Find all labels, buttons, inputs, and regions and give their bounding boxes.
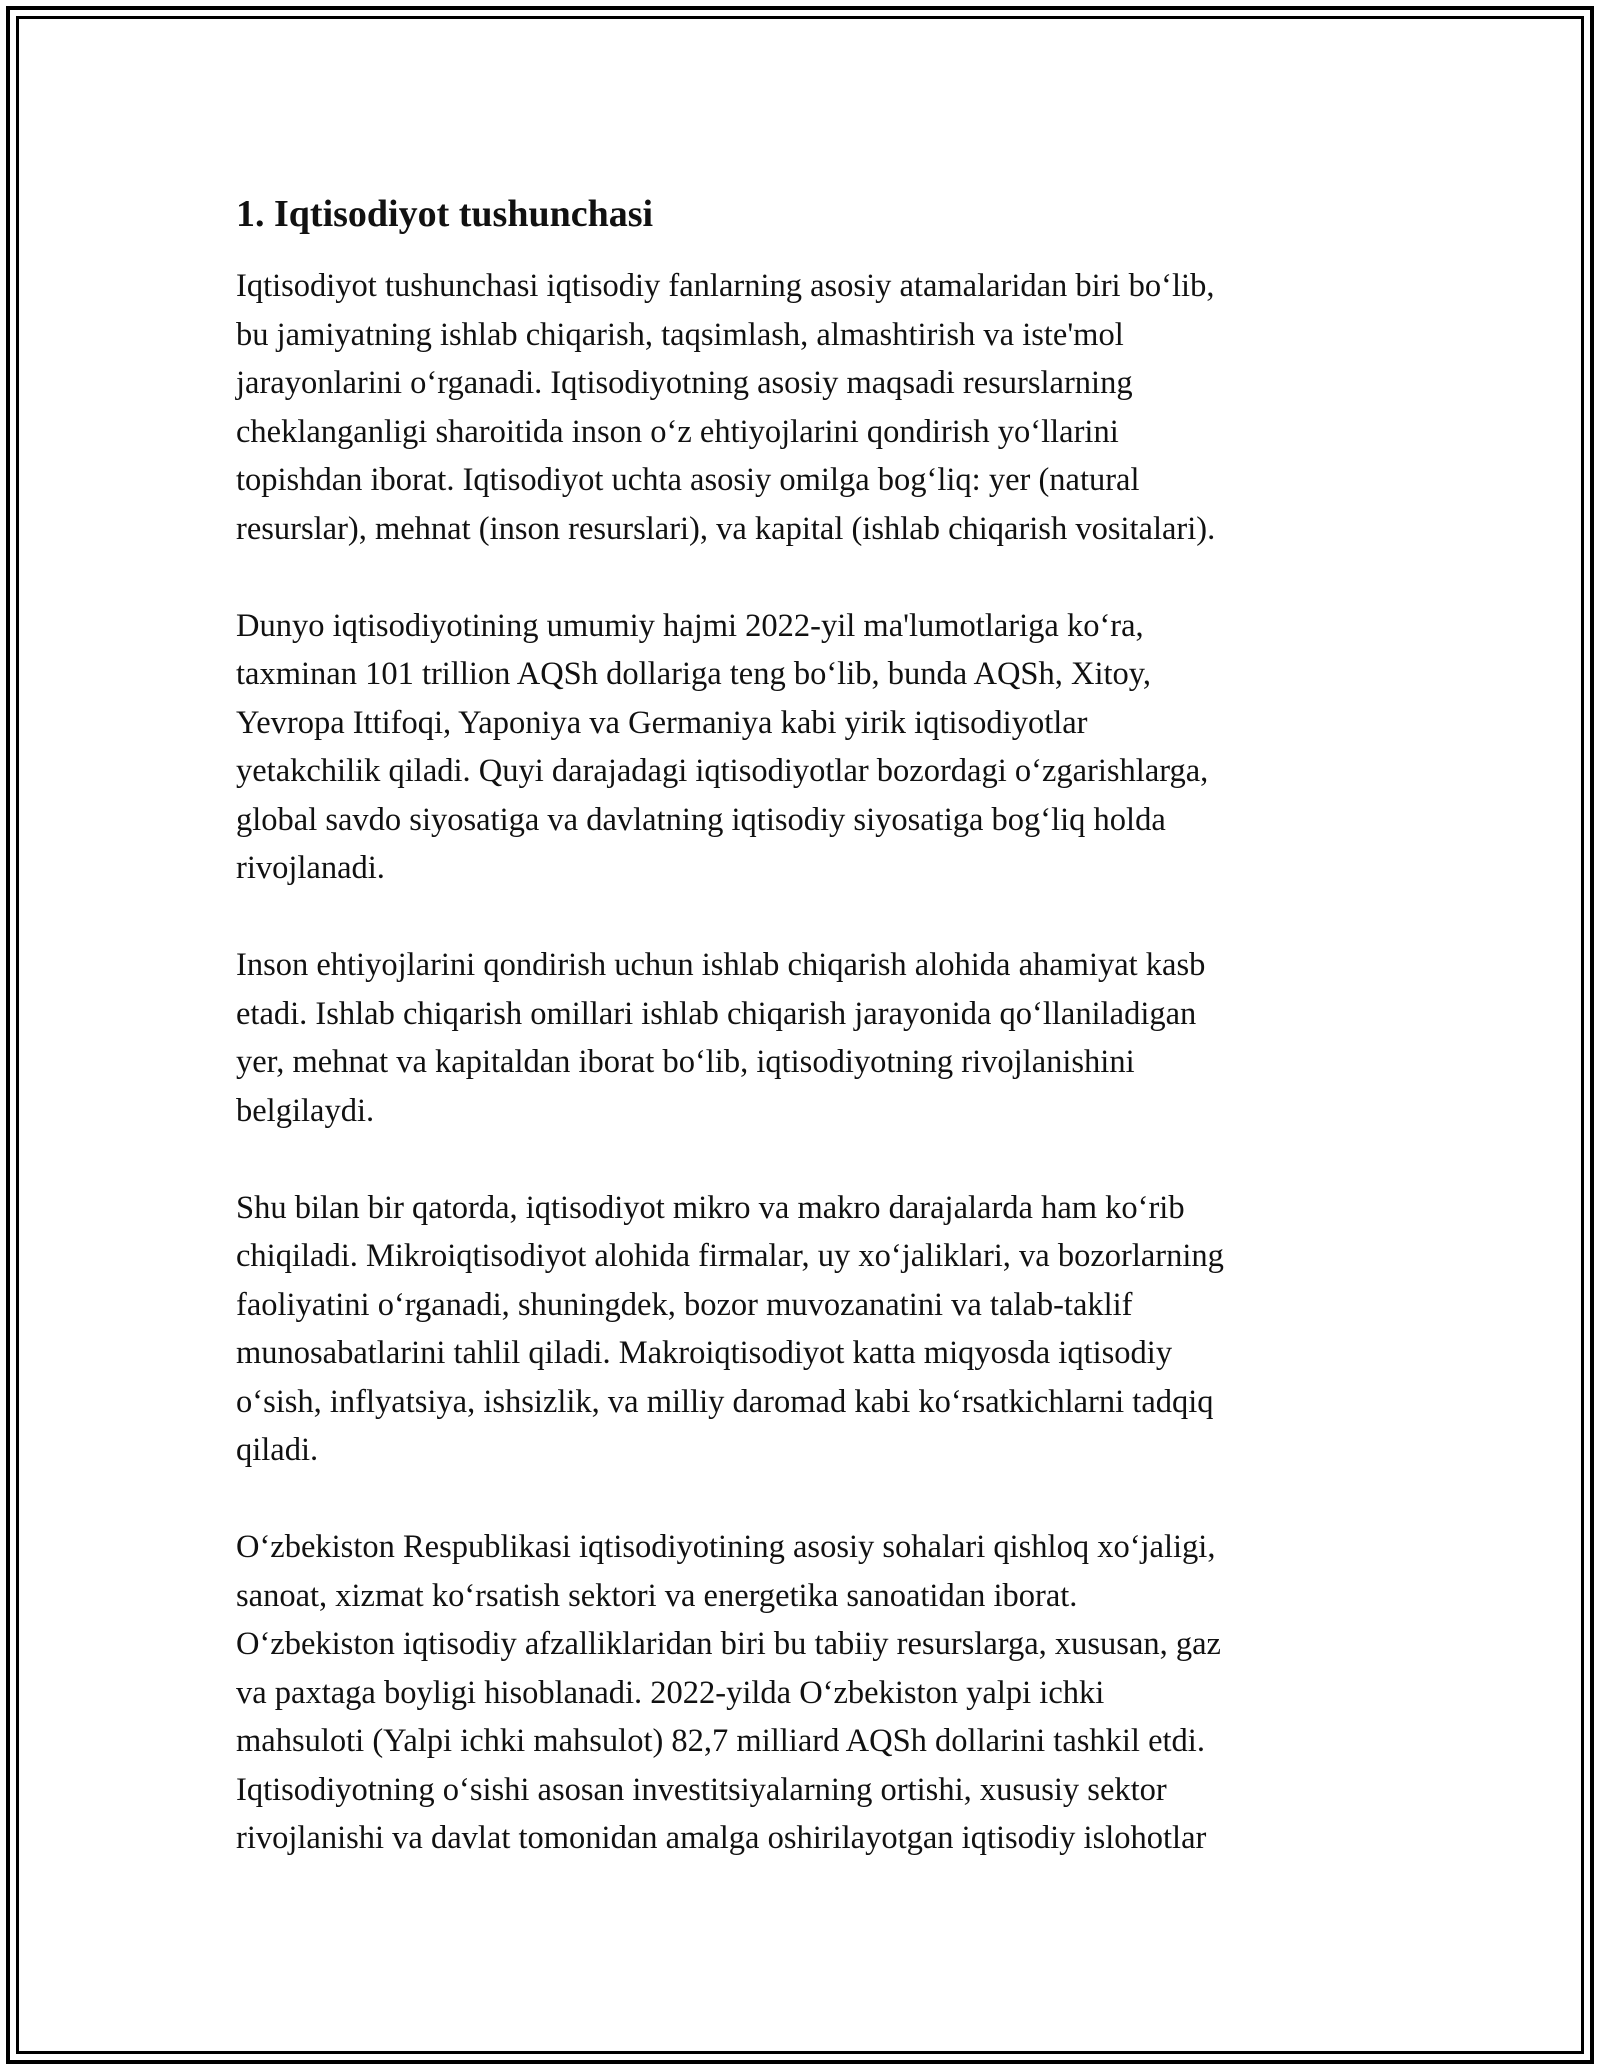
text-line: belgilaydi. <box>236 1092 375 1129</box>
text-line: Iqtisodiyotning o‘sishi asosan investitsiyalarning ortishi, xususiy sektor <box>236 1771 1167 1808</box>
text-line: munosabatlarini tahlil qiladi. Makroiqtisodiyot katta miqyosda iqtisodiy <box>236 1335 1173 1371</box>
text-line: faoliyatini o‘rganadi, shuningdek, bozor muvozanatini va talab-taklif <box>236 1286 1133 1323</box>
text-line: rivojlanadi. <box>236 850 385 886</box>
text-line: yer, mehnat va kapitaldan iborat bo‘lib, iqtisodiyotning rivojlanishini <box>236 1044 1135 1080</box>
text-line: o‘sish, inflyatsiya, ishsizlik, va milliy daromad kabi ko‘rsatkichlarni tadqiq <box>236 1383 1214 1420</box>
text-line: rivojlanishi va davlat tomonidan amalga oshirilayotgan iqtisodiy islohotlar <box>236 1820 1207 1856</box>
text-line: Iqtisodiyot tushunchasi iqtisodiy fanlarning asosiy atamalaridan biri bo‘lib, <box>236 268 1215 304</box>
text-line: etadi. Ishlab chiqarish omillari ishlab chiqarish jarayonida qo‘llaniladigan <box>236 995 1197 1032</box>
text-line: Dunyo iqtisodiyotining umumiy hajmi 2022-yil ma'lumotlariga ko‘ra, <box>236 607 1144 644</box>
text-line: chiqiladi. Mikroiqtisodiyot alohida firmalar, uy xo‘jaliklari, va bozorlarning <box>236 1238 1224 1274</box>
text-line: O‘zbekiston iqtisodiy afzalliklaridan biri bu tabiiy resurslarga, xususan, gaz <box>236 1626 1221 1662</box>
paragraph-2 <box>236 602 1366 893</box>
text-line: Yevropa Ittifoqi, Yaponiya va Germaniya kabi yirik iqtisodiyotlar <box>236 704 1088 741</box>
text-line: mahsuloti (Yalpi ichki mahsulot) 82,7 milliard AQSh dollarini tashkil etdi. <box>236 1723 1205 1759</box>
text-line: O‘zbekiston Respublikasi iqtisodiyotining asosiy sohalari qishloq xo‘jaligi, <box>236 1529 1216 1565</box>
text-line: taxminan 101 trillion AQSh dollariga teng bo‘lib, bunda AQSh, Xitoy, <box>236 656 1152 692</box>
text-line: yetakchilik qiladi. Quyi darajadagi iqtisodiyotlar bozordagi o‘zgarishlarga, <box>236 753 1209 789</box>
text-line: cheklanganligi sharoitida inson o‘z ehtiyojlarini qondirish yo‘llarini <box>236 413 1119 450</box>
text-line: jarayonlarini o‘rganadi. Iqtisodiyotning asosiy maqsadi resurslarning <box>236 365 1133 401</box>
text-line: Shu bilan bir qatorda, iqtisodiyot mikro va makro darajalarda ham ko‘rib <box>236 1189 1185 1226</box>
section-title: 1. Iqtisodiyot tushunchasi <box>236 193 654 235</box>
paragraph-3 <box>236 941 1366 1135</box>
paragraph-1 <box>236 262 1366 553</box>
text-line: global savdo siyosatiga va davlatning iqtisodiy siyosatiga bog‘liq holda <box>236 801 1166 838</box>
text-line: resurslar), mehnat (inson resurslari), va kapital (ishlab chiqarish vositalari). <box>236 510 1216 547</box>
text-line: sanoat, xizmat ko‘rsatish sektori va energetika sanoatidan iborat. <box>236 1577 1078 1614</box>
text-line: Inson ehtiyojlarini qondirish uchun ishlab chiqarish alohida ahamiyat kasb <box>236 947 1206 983</box>
text-line: topishdan iborat. Iqtisodiyot uchta asosiy omilga bog‘liq: yer (natural <box>236 462 1140 498</box>
text-line: bu jamiyatning ishlab chiqarish, taqsimlash, almashtirish va iste'mol <box>236 316 1124 353</box>
paragraph-5 <box>236 1523 1366 1863</box>
text-line: va paxtaga boyligi hisoblanadi. 2022-yilda O‘zbekiston yalpi ichki <box>236 1674 1105 1711</box>
text-line: qiladi. <box>236 1432 319 1468</box>
paragraph-4 <box>236 1184 1366 1475</box>
document-body <box>236 186 1366 1911</box>
